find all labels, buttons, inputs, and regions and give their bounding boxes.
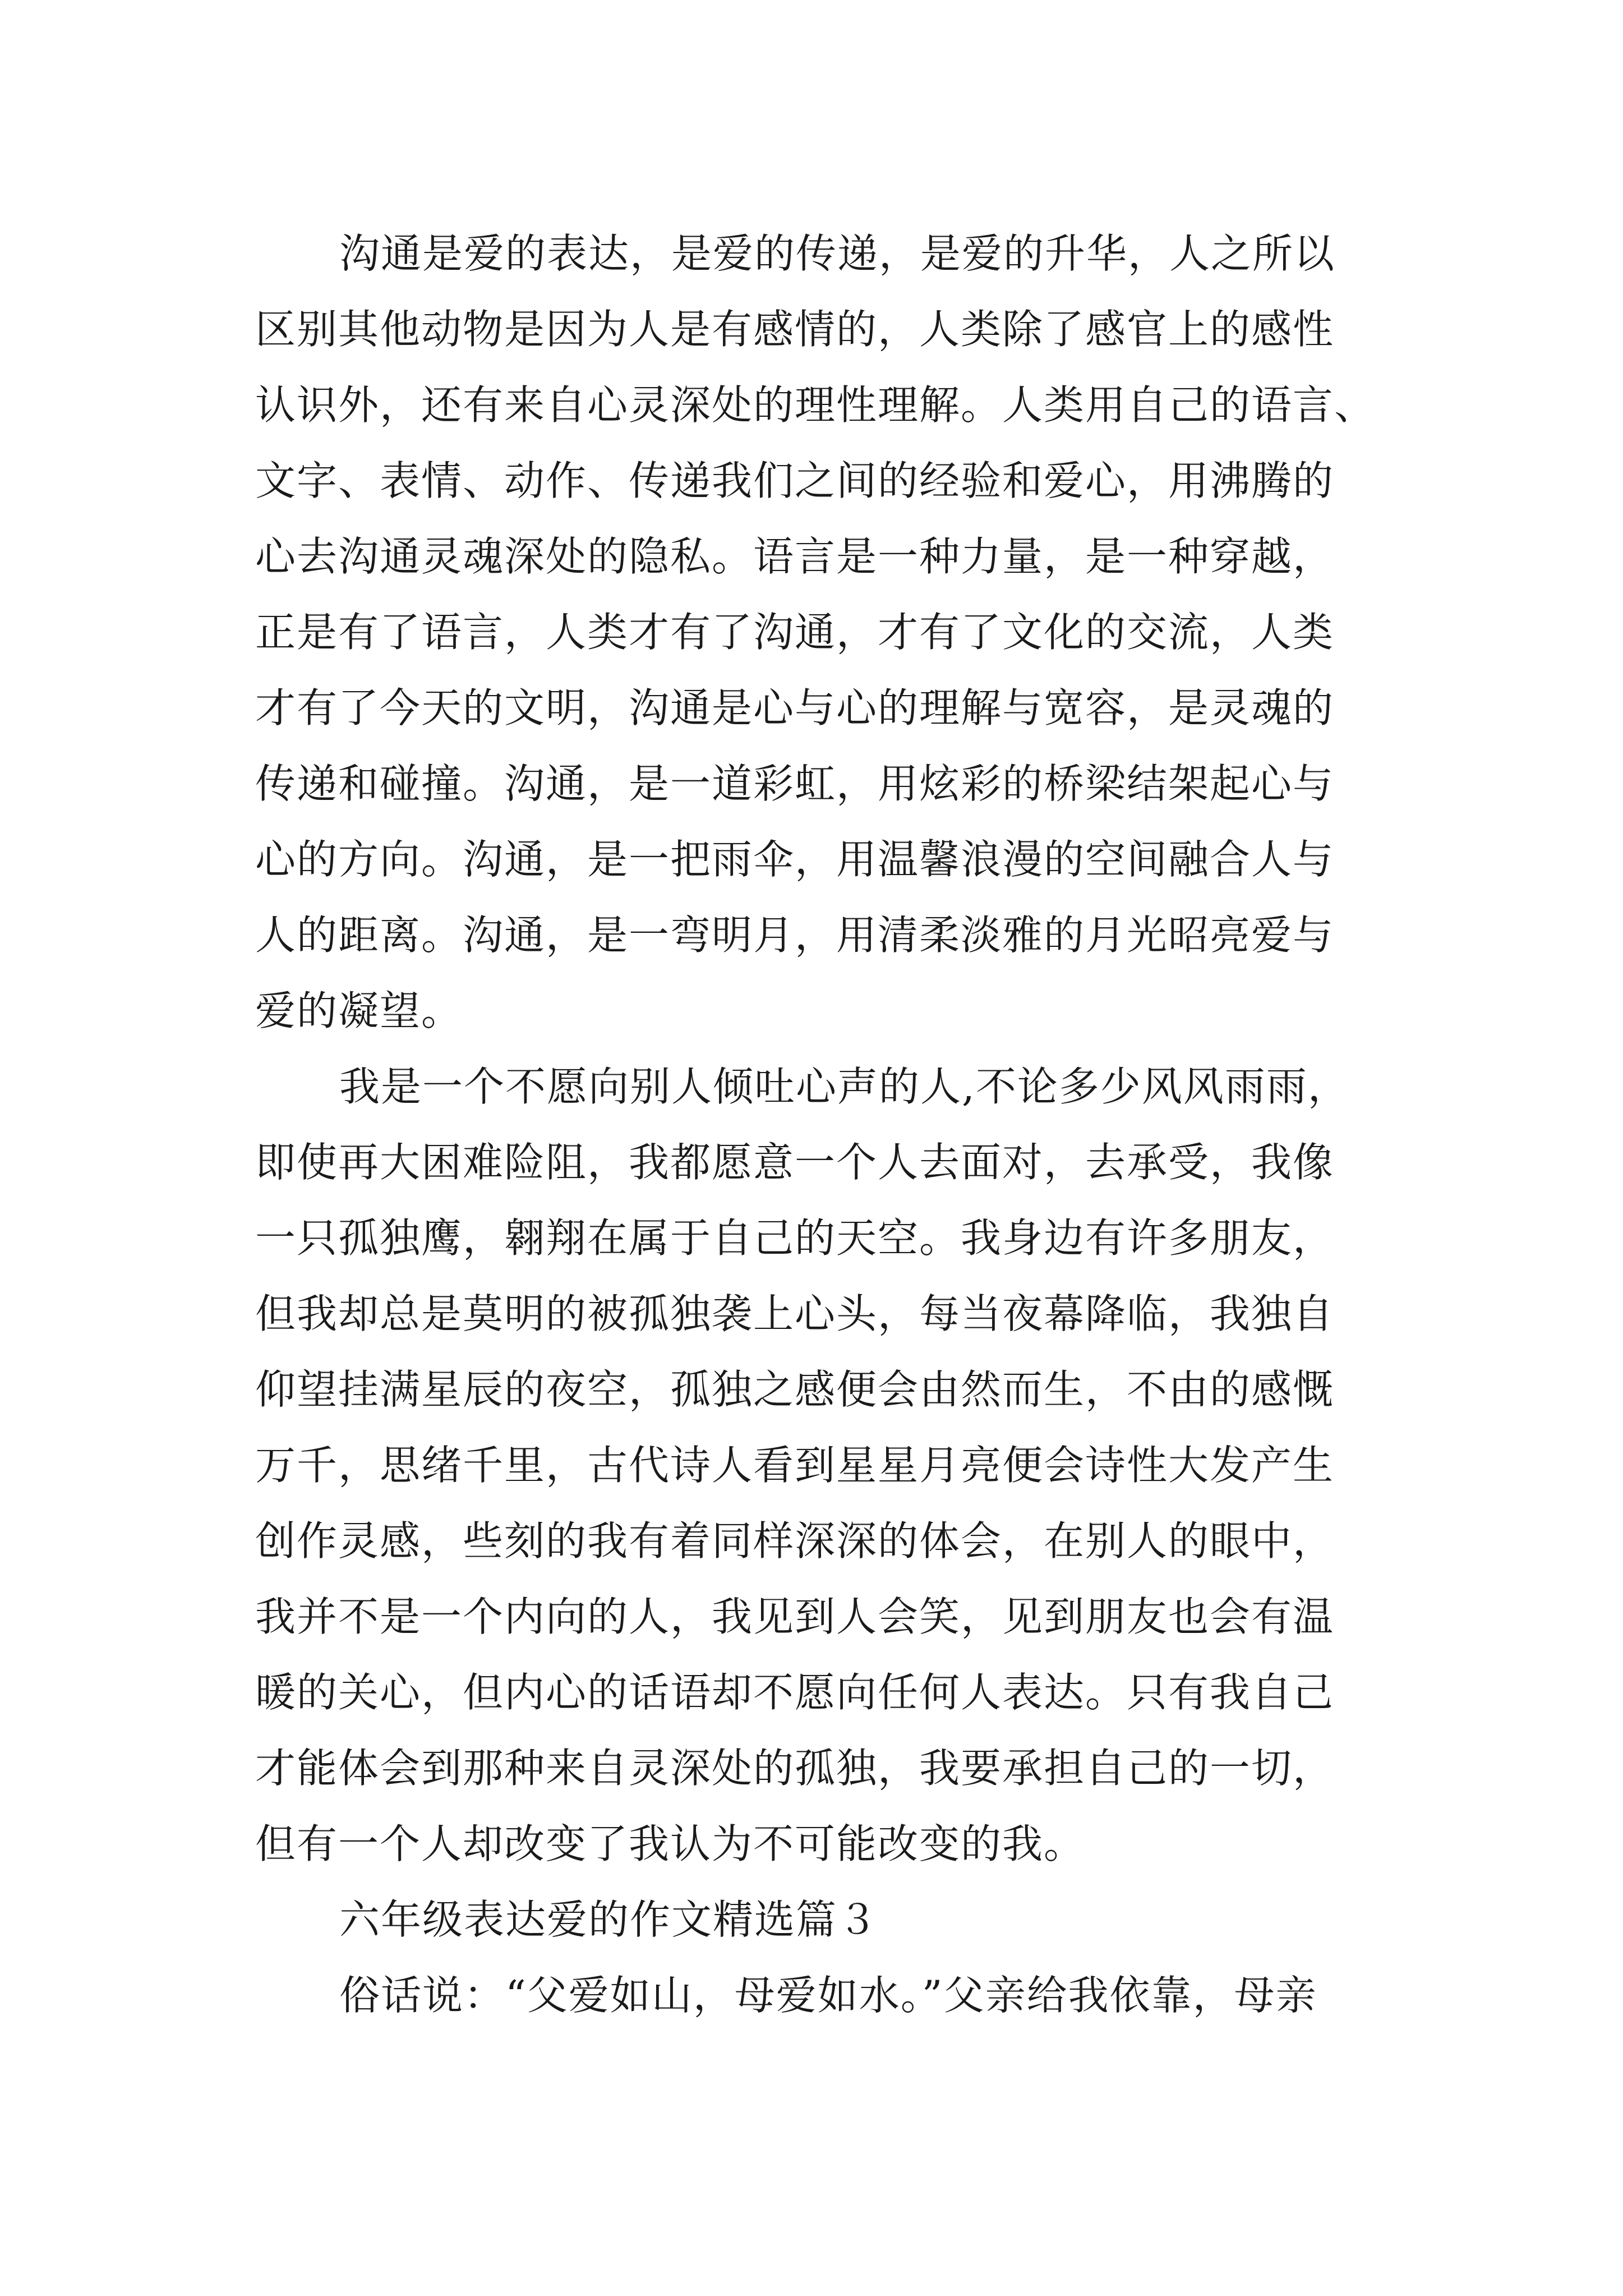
text-line: 心的方向。沟通，是一把雨伞，用温馨浪漫的空间融合人与	[255, 836, 1335, 883]
text-line: 俗话说：“父爱如山，母爱如水。”父亲给我依靠，母亲	[339, 1972, 1317, 2019]
document-body	[255, 216, 1377, 2033]
paragraph-3	[255, 1958, 1377, 2033]
text-line: 心去沟通灵魂深处的隐私。语言是一种力量，是一种穿越，	[255, 533, 1335, 580]
text-line: 但我却总是莫明的被孤独袭上心头，每当夜幕降临，我独自	[255, 1290, 1335, 1337]
text-line: 区别其他动物是因为人是有感情的，人类除了感官上的感性	[255, 306, 1335, 353]
text-line: 我并不是一个内向的人，我见到人会笑，见到朋友也会有温	[255, 1593, 1335, 1640]
text-line: 万千，思绪千里，古代诗人看到星星月亮便会诗性大发产生	[255, 1442, 1335, 1489]
text-line: 我是一个不愿向别人倾吐心声的人,不论多少风风雨雨，	[339, 1063, 1349, 1110]
section-heading: 六年级表达爱的作文精选篇３	[339, 1896, 879, 1943]
text-line: 但有一个人却改变了我认为不可能改变的我。	[255, 1820, 1086, 1867]
text-line: 才能体会到那种来自灵深处的孤独，我要承担自己的一切，	[255, 1745, 1335, 1792]
text-line: 一只孤独鹰，翱翔在属于自己的天空。我身边有许多朋友，	[255, 1214, 1335, 1262]
text-line: 仰望挂满星辰的夜空，孤独之感便会由然而生，不由的感慨	[255, 1366, 1335, 1413]
text-line: 创作灵感，些刻的我有着同样深深的体会，在别人的眼中，	[255, 1517, 1335, 1565]
text-line: 人的距离。沟通，是一弯明月，用清柔淡雅的月光昭亮爱与	[255, 912, 1335, 959]
text-line: 文字、表情、动作、传递我们之间的经验和爱心，用沸腾的	[255, 457, 1335, 504]
text-line: 认识外，还有来自心灵深处的理性理解。人类用自己的语言、	[255, 381, 1376, 429]
text-line: 沟通是爱的表达，是爱的传递，是爱的升华，人之所以	[339, 230, 1336, 277]
text-line: 即使再大困难险阻，我都愿意一个人去面对，去承受，我像	[255, 1139, 1335, 1186]
paragraph-1	[255, 216, 1377, 1049]
paragraph-2	[255, 1049, 1377, 1882]
text-line: 爱的凝望。	[255, 987, 463, 1034]
text-line: 正是有了语言，人类才有了沟通，才有了文化的交流，人类	[255, 609, 1335, 656]
text-line: 暖的关心，但内心的话语却不愿向任何人表达。只有我自己	[255, 1669, 1335, 1716]
text-line: 传递和碰撞。沟通，是一道彩虹，用炫彩的桥梁结架起心与	[255, 760, 1335, 807]
text-line: 才有了今天的文明，沟通是心与心的理解与宽容，是灵魂的	[255, 684, 1335, 731]
